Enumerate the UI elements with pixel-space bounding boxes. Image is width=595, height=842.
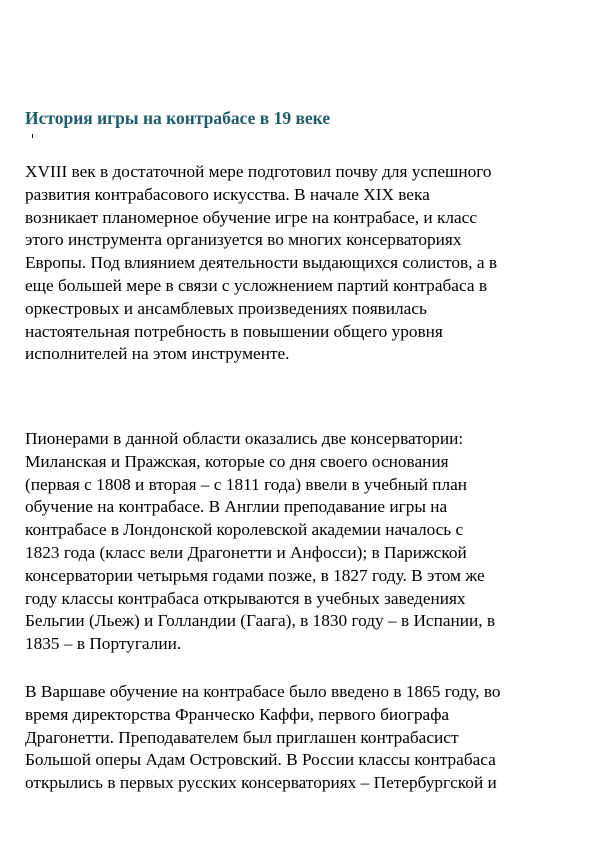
text-line: возникает планомерное обучение игре на контрабасе, и класс [25, 207, 477, 227]
text-line: оркестровых и ансамблевых произведениях появилась [25, 298, 427, 318]
text-line: этого инструмента организуется во многих консерваториях [25, 230, 462, 250]
text-line: 1835 – в Португалии. [25, 634, 182, 654]
text-line: XVIII век в достаточной мере подготовил почву для успешного [25, 162, 492, 181]
text-line: Драгонетти. Преподавателем был приглашен контрабасист [25, 727, 459, 747]
stray-mark [32, 134, 33, 138]
text-line: Миланская и Пражская, которые со дня своего основания [25, 451, 449, 471]
text-line: Пионерами в данной области оказались две консерватории: [25, 429, 464, 448]
paragraph-1 [25, 161, 497, 366]
text-line: исполнителей на этом инструменте. [25, 344, 290, 364]
text-line: открылись в первых русских консерваториях – Петербургской и [25, 773, 497, 793]
text-line: В Варшаве обучение на контрабасе было введено в 1865 году, во [25, 682, 501, 701]
text-line: Европы. Под влиянием деятельности выдающихся солистов, а в [25, 253, 497, 273]
text-line: консерватории четырьмя годами позже, в 1827 году. В этом же [25, 565, 485, 585]
page-title: История игры на контрабасе в 19 веке [25, 108, 331, 128]
text-line: Бельгии (Льеж) и Голландии (Гаага), в 1830 году – в Испании, в [25, 611, 496, 631]
text-line: контрабасе в Лондонской королевской академии началось с [25, 520, 464, 540]
text-line: году классы контрабаса открываются в учебных заведениях [25, 588, 466, 608]
text-line: развития контрабасового искусства. В начале XIX века [25, 184, 430, 204]
text-line: (первая с 1808 и вторая – с 1811 года) ввели в учебный план [25, 474, 468, 494]
paragraph-2 [25, 428, 495, 656]
paragraph-3 [25, 681, 501, 795]
text-line: Большой оперы Адам Островский. В России классы контрабаса [25, 750, 496, 770]
text-line: время директорства Франческо Каффи, первого биографа [25, 704, 450, 724]
text-line: 1823 года (класс вели Драгонетти и Анфосси); в Парижской [25, 542, 467, 562]
text-line: обучение на контрабасе. В Англии преподавание игры на [25, 497, 448, 517]
text-line: еще большей мере в связи с усложнением партий контрабаса в [25, 275, 487, 295]
text-line: настоятельная потребность в повышении общего уровня [25, 321, 443, 341]
